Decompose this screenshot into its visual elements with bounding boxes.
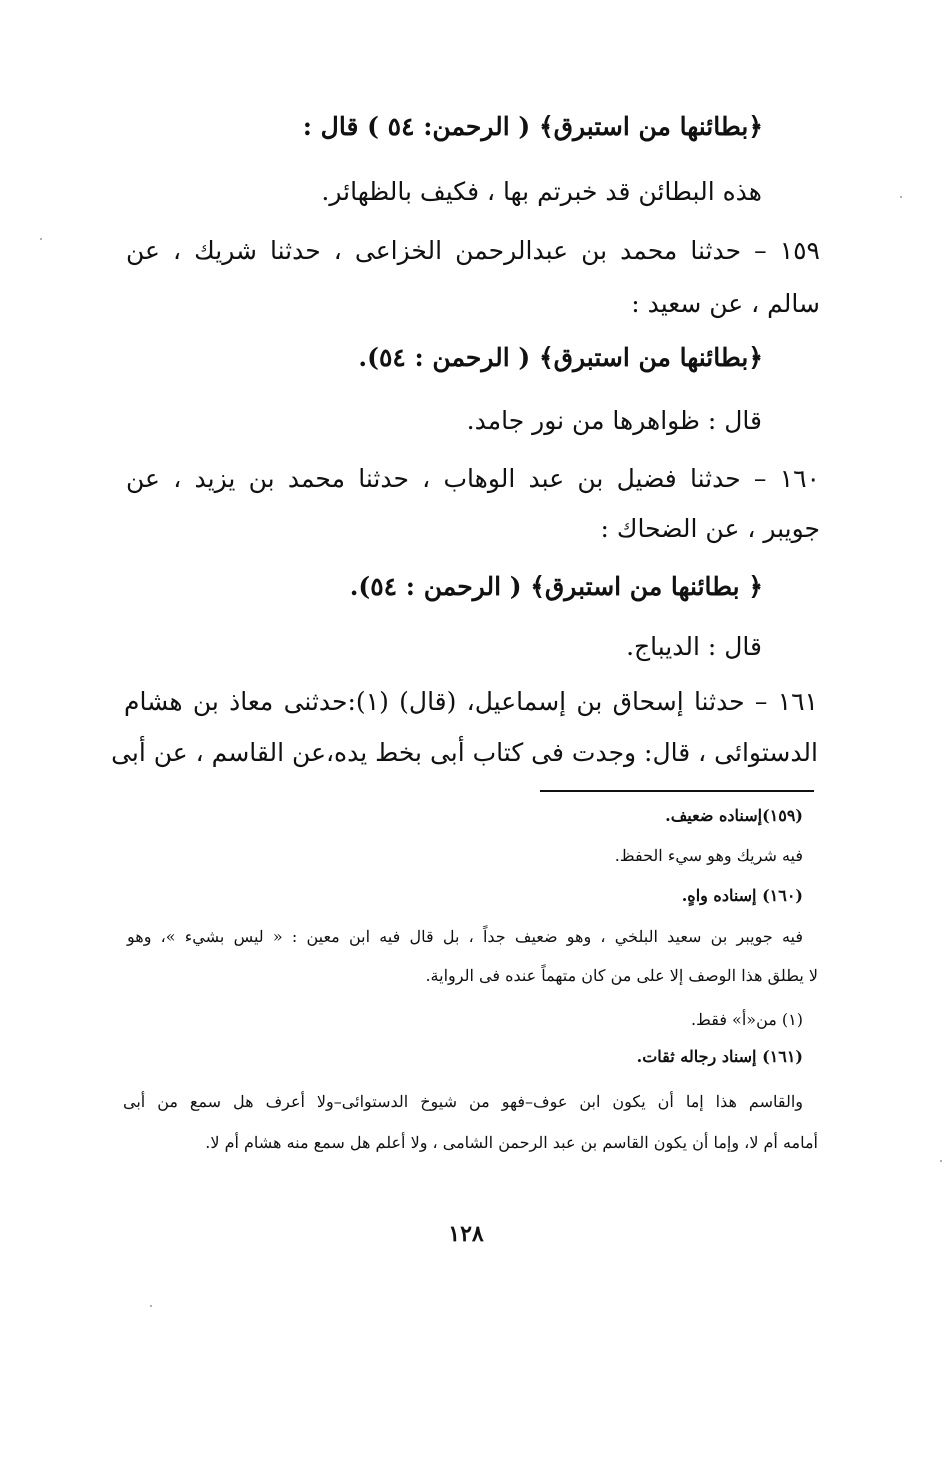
footnote-160-heading: (١٦٠) إسناده واهٍ. [681, 886, 803, 905]
footnote-160-text-1: فيه جويبر بن سعيد البلخي ، وهو ضعيف جداً ، بل قال فيه ابن معين : « ليس بشيء »، وهو [127, 927, 804, 946]
footnote-1-text: (١) من«أ» فقط. [690, 1010, 803, 1029]
verse-line-1: ﴿بطائنها من استبرق﴾ ( الرحمن: ٥٤ ) قال : [302, 112, 763, 141]
footnote-160-text-2: لا يطلق هذا الوصف إلا على من كان متهماً عنده فى الرواية. [425, 966, 818, 985]
scan-speck [150, 1305, 152, 1307]
page-number: ١٢٨ [448, 1221, 484, 1247]
scan-speck [40, 238, 42, 240]
hadith-161-line-1: ١٦١ – حدثنا إسحاق بن إسماعيل، (قال) (١):حدثنى معاذ بن هشام [124, 687, 818, 716]
main-line-2: هذه البطائن قد خبرتم بها ، فكيف بالظهائر. [321, 177, 762, 206]
footnote-159-text: فيه شريك وهو سيء الحفظ. [614, 846, 803, 865]
hadith-161-line-2: الدستوائى ، قال: وجدت فى كتاب أبى بخط يده،عن القاسم ، عن أبى [111, 738, 818, 767]
footnote-161-text-2: أمامه أم لا، وإما أن يكون القاسم بن عبد الرحمن الشامى ، ولا أعلم هل سمع منه هشام أم لا. [205, 1133, 818, 1152]
verse-line-2: ﴿بطائنها من استبرق﴾ ( الرحمن : ٥٤). [358, 343, 763, 372]
hadith-160-line-2: جويبر ، عن الضحاك : [600, 514, 820, 543]
footnote-separator [540, 790, 814, 792]
hadith-159-line-1: ١٥٩ – حدثنا محمد بن عبدالرحمن الخزاعى ، حدثنا شريك ، عن [126, 236, 820, 265]
verse-line-3: ﴿ بطائنها من استبرق﴾ ( الرحمن : ٥٤). [349, 572, 763, 601]
hadith-159-line-2: سالم ، عن سعيد : [631, 289, 820, 318]
hadith-160-line-1: ١٦٠ – حدثنا فضيل بن عبد الوهاب ، حدثنا محمد بن يزيد ، عن [126, 464, 820, 493]
scan-speck [940, 1160, 942, 1162]
main-line-10: قال : الديباج. [626, 632, 762, 661]
main-line-6: قال : ظواهرها من نور جامد. [466, 406, 762, 435]
footnote-159-heading: (١٥٩)إسناده ضعيف. [665, 806, 803, 825]
footnote-161-text-1: والقاسم هذا إما أن يكون ابن عوف–فهو من شيوخ الدستوائى–ولا أعرف هل سمع من أبى [123, 1092, 803, 1111]
scan-speck [900, 196, 902, 198]
footnote-161-heading: (١٦١) إسناد رجاله ثقات. [636, 1047, 803, 1066]
